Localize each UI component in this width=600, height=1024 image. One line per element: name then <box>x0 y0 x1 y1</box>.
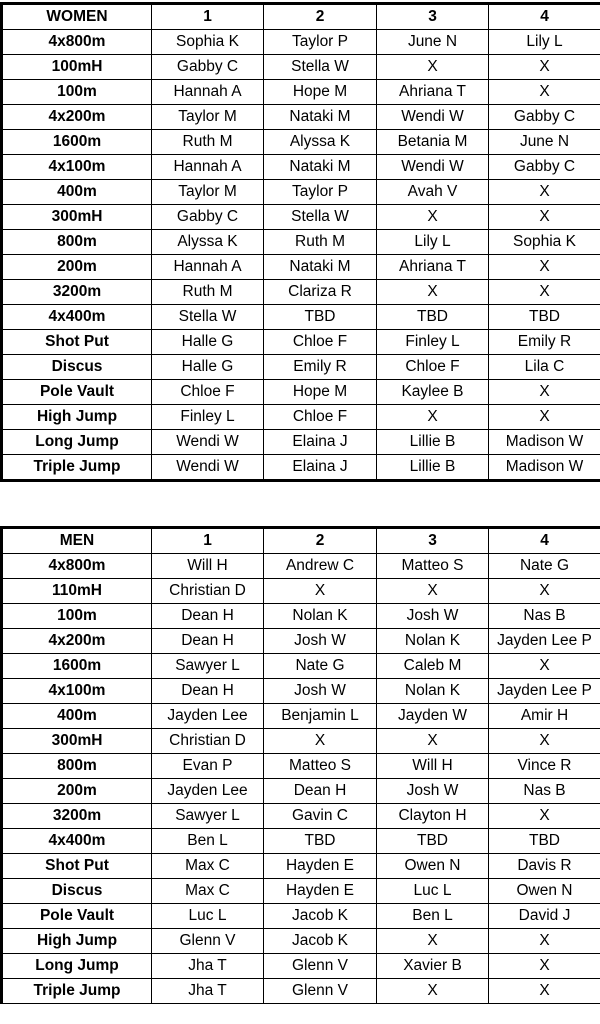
athlete-cell: Lily L <box>377 230 489 255</box>
women-header-row <box>2 4 600 30</box>
table-row <box>2 804 600 829</box>
event-name: 3200m <box>2 280 152 305</box>
athlete-cell: Betania M <box>377 130 489 155</box>
athlete-cell: Madison W <box>489 455 600 481</box>
event-name: 4x400m <box>2 305 152 330</box>
event-name: Pole Vault <box>2 380 152 405</box>
event-name: 200m <box>2 779 152 804</box>
athlete-cell: Will H <box>152 554 264 579</box>
athlete-cell: Chloe F <box>264 330 377 355</box>
athlete-cell: Taylor P <box>264 30 377 55</box>
athlete-cell: Nataki M <box>264 255 377 280</box>
athlete-cell: X <box>489 654 600 679</box>
column-header: 4 <box>489 4 600 30</box>
event-name: 4x100m <box>2 155 152 180</box>
event-name: High Jump <box>2 929 152 954</box>
athlete-cell: Christian D <box>152 729 264 754</box>
athlete-cell: Christian D <box>152 579 264 604</box>
table-row <box>2 55 600 80</box>
athlete-cell: X <box>489 55 600 80</box>
event-name: 4x200m <box>2 105 152 130</box>
athlete-cell: Gavin C <box>264 804 377 829</box>
table-row <box>2 729 600 754</box>
men-header-row <box>2 528 600 554</box>
athlete-cell: Jha T <box>152 954 264 979</box>
column-header: 3 <box>377 4 489 30</box>
athlete-cell: X <box>489 380 600 405</box>
athlete-cell: X <box>489 729 600 754</box>
athlete-cell: Owen N <box>377 854 489 879</box>
athlete-cell: Sawyer L <box>152 804 264 829</box>
athlete-cell: Hayden E <box>264 879 377 904</box>
athlete-cell: Hannah A <box>152 255 264 280</box>
table-row <box>2 854 600 879</box>
athlete-cell: June N <box>489 130 600 155</box>
column-header: 3 <box>377 528 489 554</box>
table-row <box>2 105 600 130</box>
athlete-cell: Josh W <box>264 629 377 654</box>
table-row <box>2 330 600 355</box>
athlete-cell: X <box>377 405 489 430</box>
athlete-cell: Wendi W <box>152 430 264 455</box>
athlete-cell: Sophia K <box>152 30 264 55</box>
athlete-cell: Dean H <box>152 629 264 654</box>
athlete-cell: Xavier B <box>377 954 489 979</box>
athlete-cell: Hope M <box>264 380 377 405</box>
athlete-cell: Alyssa K <box>264 130 377 155</box>
table-row <box>2 904 600 929</box>
athlete-cell: Hayden E <box>264 854 377 879</box>
table-row <box>2 654 600 679</box>
athlete-cell: Jayden Lee P <box>489 679 600 704</box>
event-name: Shot Put <box>2 330 152 355</box>
athlete-cell: Caleb M <box>377 654 489 679</box>
table-row <box>2 779 600 804</box>
table-row <box>2 380 600 405</box>
athlete-cell: X <box>489 929 600 954</box>
athlete-cell: X <box>489 280 600 305</box>
athlete-cell: Stella W <box>264 205 377 230</box>
column-header: 2 <box>264 4 377 30</box>
athlete-cell: Wendi W <box>377 105 489 130</box>
event-name: Long Jump <box>2 954 152 979</box>
athlete-cell: Josh W <box>264 679 377 704</box>
athlete-cell: Clayton H <box>377 804 489 829</box>
table-row <box>2 604 600 629</box>
athlete-cell: Avah V <box>377 180 489 205</box>
athlete-cell: Jha T <box>152 979 264 1004</box>
athlete-cell: Ahriana T <box>377 80 489 105</box>
table-row <box>2 205 600 230</box>
event-name: Triple Jump <box>2 455 152 481</box>
athlete-cell: Nolan K <box>377 629 489 654</box>
athlete-cell: Jayden W <box>377 704 489 729</box>
athlete-cell: Finley L <box>377 330 489 355</box>
table-row <box>2 180 600 205</box>
athlete-cell: X <box>489 979 600 1004</box>
event-name: 200m <box>2 255 152 280</box>
event-name: 4x200m <box>2 629 152 654</box>
athlete-cell: X <box>377 729 489 754</box>
table-row <box>2 704 600 729</box>
athlete-cell: X <box>377 280 489 305</box>
event-name: 4x100m <box>2 679 152 704</box>
athlete-cell: Kaylee B <box>377 380 489 405</box>
athlete-cell: Clariza R <box>264 280 377 305</box>
athlete-cell: Ahriana T <box>377 255 489 280</box>
athlete-cell: X <box>489 579 600 604</box>
athlete-cell: Lily L <box>489 30 600 55</box>
column-header: 1 <box>152 528 264 554</box>
column-header: 1 <box>152 4 264 30</box>
athlete-cell: Alyssa K <box>152 230 264 255</box>
athlete-cell: Luc L <box>152 904 264 929</box>
men-section-title: MEN <box>2 528 152 554</box>
athlete-cell: Owen N <box>489 879 600 904</box>
table-row <box>2 80 600 105</box>
event-name: Shot Put <box>2 854 152 879</box>
athlete-cell: Jayden Lee <box>152 779 264 804</box>
athlete-cell: Matteo S <box>264 754 377 779</box>
table-row <box>2 879 600 904</box>
table-row <box>2 430 600 455</box>
athlete-cell: Gabby C <box>489 105 600 130</box>
women-table <box>0 2 600 482</box>
athlete-cell: Hope M <box>264 80 377 105</box>
table-row <box>2 405 600 430</box>
athlete-cell: Lila C <box>489 355 600 380</box>
event-name: 1600m <box>2 130 152 155</box>
athlete-cell: TBD <box>489 305 600 330</box>
athlete-cell: Chloe F <box>152 380 264 405</box>
table-row <box>2 679 600 704</box>
athlete-cell: X <box>377 929 489 954</box>
athlete-cell: Elaina J <box>264 430 377 455</box>
event-name: Discus <box>2 355 152 380</box>
athlete-cell: Chloe F <box>264 405 377 430</box>
table-row <box>2 554 600 579</box>
athlete-cell: Dean H <box>152 604 264 629</box>
athlete-cell: Taylor M <box>152 180 264 205</box>
athlete-cell: Stella W <box>152 305 264 330</box>
athlete-cell: Glenn V <box>264 954 377 979</box>
athlete-cell: Glenn V <box>264 979 377 1004</box>
table-row <box>2 929 600 954</box>
athlete-cell: Gabby C <box>489 155 600 180</box>
athlete-cell: Taylor M <box>152 105 264 130</box>
athlete-cell: TBD <box>377 305 489 330</box>
table-row <box>2 355 600 380</box>
table-row <box>2 155 600 180</box>
athlete-cell: Max C <box>152 879 264 904</box>
table-row <box>2 629 600 654</box>
table-row <box>2 455 600 481</box>
athlete-cell: Sophia K <box>489 230 600 255</box>
athlete-cell: X <box>377 55 489 80</box>
athlete-cell: Evan P <box>152 754 264 779</box>
athlete-cell: June N <box>377 30 489 55</box>
athlete-cell: Lillie B <box>377 430 489 455</box>
table-row <box>2 305 600 330</box>
athlete-cell: X <box>377 579 489 604</box>
men-table <box>0 526 600 1004</box>
athlete-cell: TBD <box>489 829 600 854</box>
athlete-cell: Nolan K <box>377 679 489 704</box>
athlete-cell: Will H <box>377 754 489 779</box>
athlete-cell: Jayden Lee P <box>489 629 600 654</box>
athlete-cell: Dean H <box>152 679 264 704</box>
athlete-cell: X <box>264 579 377 604</box>
athlete-cell: Andrew C <box>264 554 377 579</box>
athlete-cell: Nas B <box>489 604 600 629</box>
event-name: 300mH <box>2 205 152 230</box>
athlete-cell: X <box>489 405 600 430</box>
athlete-cell: Luc L <box>377 879 489 904</box>
men-table-body <box>2 528 600 1004</box>
event-name: 100mH <box>2 55 152 80</box>
athlete-cell: X <box>489 180 600 205</box>
athlete-cell: David J <box>489 904 600 929</box>
athlete-cell: Ruth M <box>152 130 264 155</box>
table-row <box>2 280 600 305</box>
event-name: 300mH <box>2 729 152 754</box>
athlete-cell: Lillie B <box>377 455 489 481</box>
athlete-cell: Davis R <box>489 854 600 879</box>
athlete-cell: X <box>377 979 489 1004</box>
athlete-cell: Stella W <box>264 55 377 80</box>
athlete-cell: Ruth M <box>264 230 377 255</box>
event-name: 800m <box>2 230 152 255</box>
athlete-cell: Glenn V <box>152 929 264 954</box>
athlete-cell: Vince R <box>489 754 600 779</box>
athlete-cell: Hannah A <box>152 155 264 180</box>
athlete-cell: Wendi W <box>152 455 264 481</box>
table-row <box>2 829 600 854</box>
table-row <box>2 230 600 255</box>
athlete-cell: Dean H <box>264 779 377 804</box>
event-name: 100m <box>2 80 152 105</box>
table-row <box>2 979 600 1004</box>
athlete-cell: Nolan K <box>264 604 377 629</box>
athlete-cell: Chloe F <box>377 355 489 380</box>
column-header: 2 <box>264 528 377 554</box>
athlete-cell: X <box>489 80 600 105</box>
athlete-cell: Max C <box>152 854 264 879</box>
column-header: 4 <box>489 528 600 554</box>
athlete-cell: Finley L <box>152 405 264 430</box>
event-name: Pole Vault <box>2 904 152 929</box>
section-gap <box>0 497 600 523</box>
athlete-cell: X <box>489 954 600 979</box>
event-name: Long Jump <box>2 430 152 455</box>
athlete-cell: Ruth M <box>152 280 264 305</box>
athlete-cell: Sawyer L <box>152 654 264 679</box>
athlete-cell: Jacob K <box>264 929 377 954</box>
athlete-cell: Halle G <box>152 330 264 355</box>
athlete-cell: Wendi W <box>377 155 489 180</box>
event-name: 800m <box>2 754 152 779</box>
event-name: 400m <box>2 180 152 205</box>
athlete-cell: Ben L <box>377 904 489 929</box>
event-name: Triple Jump <box>2 979 152 1004</box>
athlete-cell: Josh W <box>377 604 489 629</box>
athlete-cell: Elaina J <box>264 455 377 481</box>
event-name: 4x800m <box>2 30 152 55</box>
athlete-cell: Emily R <box>489 330 600 355</box>
athlete-cell: Nate G <box>489 554 600 579</box>
athlete-cell: X <box>489 255 600 280</box>
athlete-cell: Taylor P <box>264 180 377 205</box>
women-section-title: WOMEN <box>2 4 152 30</box>
athlete-cell: Ben L <box>152 829 264 854</box>
event-name: 400m <box>2 704 152 729</box>
event-name: High Jump <box>2 405 152 430</box>
event-name: 4x800m <box>2 554 152 579</box>
athlete-cell: Jacob K <box>264 904 377 929</box>
athlete-cell: Amir H <box>489 704 600 729</box>
athlete-cell: Emily R <box>264 355 377 380</box>
athlete-cell: Jayden Lee <box>152 704 264 729</box>
athlete-cell: Madison W <box>489 430 600 455</box>
athlete-cell: Gabby C <box>152 55 264 80</box>
athlete-cell: Nas B <box>489 779 600 804</box>
table-row <box>2 30 600 55</box>
athlete-cell: Nate G <box>264 654 377 679</box>
athlete-cell: X <box>489 205 600 230</box>
women-table-body <box>2 4 600 481</box>
athlete-cell: Hannah A <box>152 80 264 105</box>
athlete-cell: TBD <box>264 829 377 854</box>
event-name: 4x400m <box>2 829 152 854</box>
table-row <box>2 754 600 779</box>
event-name: 110mH <box>2 579 152 604</box>
athlete-cell: Nataki M <box>264 155 377 180</box>
athlete-cell: Gabby C <box>152 205 264 230</box>
table-row <box>2 255 600 280</box>
athlete-cell: Halle G <box>152 355 264 380</box>
event-name: 3200m <box>2 804 152 829</box>
event-name: 1600m <box>2 654 152 679</box>
athlete-cell: TBD <box>377 829 489 854</box>
event-name: 100m <box>2 604 152 629</box>
athlete-cell: Josh W <box>377 779 489 804</box>
table-row <box>2 579 600 604</box>
athlete-cell: X <box>264 729 377 754</box>
athlete-cell: Nataki M <box>264 105 377 130</box>
table-row <box>2 954 600 979</box>
athlete-cell: X <box>377 205 489 230</box>
athlete-cell: Matteo S <box>377 554 489 579</box>
event-name: Discus <box>2 879 152 904</box>
table-row <box>2 130 600 155</box>
athlete-cell: TBD <box>264 305 377 330</box>
athlete-cell: X <box>489 804 600 829</box>
athlete-cell: Benjamin L <box>264 704 377 729</box>
